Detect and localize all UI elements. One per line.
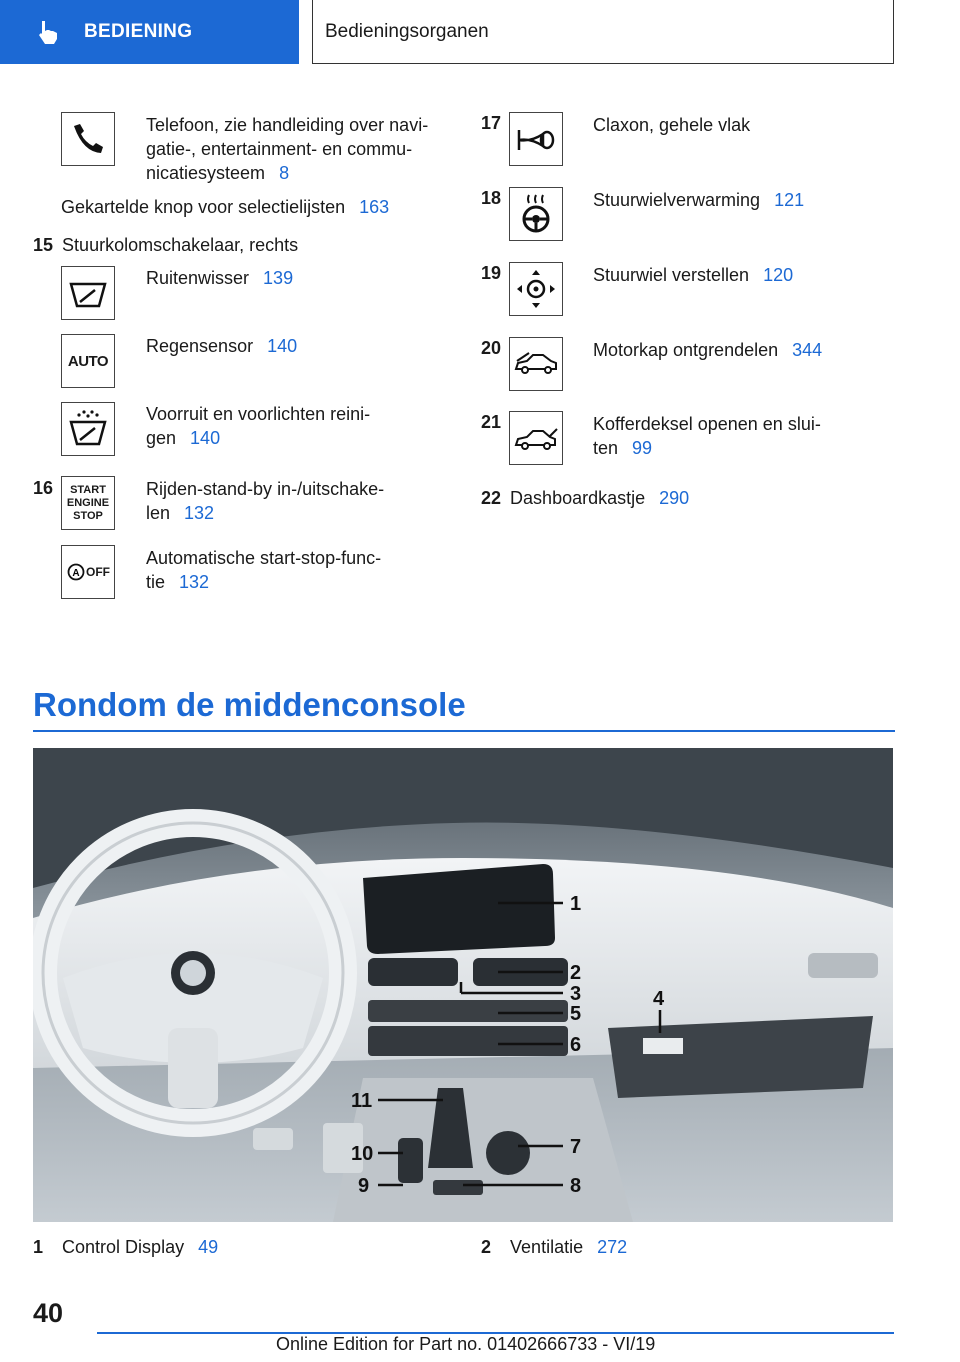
- page-ref-link[interactable]: 132: [179, 572, 210, 592]
- washer-icon-box: [61, 402, 115, 456]
- item-15-row: 15 Stuurkolomschakelaar, rechts: [33, 235, 299, 255]
- item-19-number: 19: [481, 263, 502, 283]
- auto-start-stop-icon-box: [61, 545, 115, 599]
- callout-4: 4: [653, 988, 665, 1010]
- page-ref-link[interactable]: 272: [597, 1237, 628, 1257]
- horn-icon-box: [509, 112, 563, 166]
- hood-release-description: Motorkap ontgrendelen 344: [593, 340, 823, 360]
- caption-1: 1 Control Display 49: [33, 1237, 219, 1257]
- steering-adjust-description: Stuurwiel verstellen 120: [593, 265, 794, 285]
- steering-adjust-icon: [513, 266, 559, 312]
- page-ref-link[interactable]: 344: [792, 340, 823, 360]
- wiper-description: Ruitenwisser 139: [146, 268, 294, 288]
- page-ref-link[interactable]: 140: [190, 428, 221, 448]
- page-number: 40: [33, 1298, 64, 1328]
- page-ref-link[interactable]: 290: [659, 488, 690, 508]
- chapter-label: BEDIENING: [84, 21, 193, 42]
- phone-icon-box: [61, 112, 115, 166]
- callout-8: 8: [570, 1175, 582, 1197]
- phone-description: Telefoon, zie handleiding over navi- gatie-, entertainment- en commu- nicatiesysteem 8: [146, 115, 429, 183]
- section-divider: [33, 730, 895, 732]
- auto-icon: AUTO: [67, 352, 109, 370]
- trunk-icon: [513, 415, 559, 461]
- wiper-icon: [65, 270, 111, 316]
- start-stop-icon-box: [61, 476, 115, 530]
- callout-6: 6: [570, 1034, 582, 1056]
- item-16-number: 16: [33, 478, 54, 498]
- section-header: [312, 0, 894, 64]
- item-20-number: 20: [481, 338, 502, 358]
- callout-9: 9: [358, 1175, 370, 1197]
- steering-heat-description: Stuurwielverwarming 121: [593, 190, 805, 210]
- callout-10: 10: [351, 1143, 374, 1165]
- callout-7: 7: [570, 1136, 582, 1158]
- steering-adjust-icon-box: [509, 262, 563, 316]
- chapter-tab[interactable]: [0, 0, 299, 64]
- hood-release-icon: [513, 341, 559, 387]
- rain-sensor-description: Regensensor 140: [146, 336, 298, 356]
- auto-start-stop-description: Automatische start-stop-func- tie 132: [146, 548, 382, 592]
- page-ref-link[interactable]: 99: [632, 438, 653, 458]
- horn-description: Claxon, gehele vlak: [593, 115, 751, 135]
- washer-description: Voorruit en voorlichten reini- gen 140: [146, 404, 371, 448]
- section-title: Rondom de middenconsole: [33, 686, 466, 723]
- page-ref-link[interactable]: 49: [198, 1237, 219, 1257]
- item-17-number: 17: [481, 113, 502, 133]
- knurled-knob-row: Gekartelde knop voor selectielijsten 163: [61, 197, 390, 217]
- footer-edition: Online Edition for Part no. 01402666733 - VI/19: [276, 1334, 656, 1354]
- auto-start-stop-off-icon: A OFF: [66, 562, 110, 582]
- steering-heat-icon-box: [509, 187, 563, 241]
- item-22-row: 22 Dashboardkastje 290: [481, 488, 690, 508]
- callout-5: 5: [570, 1003, 582, 1025]
- page-ref-link[interactable]: 120: [763, 265, 794, 285]
- page-ref-link[interactable]: 121: [774, 190, 805, 210]
- page-ref-link[interactable]: 8: [279, 163, 290, 183]
- callout-2: 2: [570, 962, 582, 984]
- section-label: Bedieningsorganen: [325, 20, 489, 42]
- phone-icon: [65, 116, 111, 162]
- page-ref-link[interactable]: 140: [267, 336, 298, 356]
- rain-sensor-icon-box: [61, 334, 115, 388]
- svg-text:A: A: [72, 568, 80, 579]
- trunk-icon-box: [509, 411, 563, 465]
- start-engine-stop-icon: START ENGINE STOP: [66, 483, 110, 522]
- horn-icon: [513, 116, 559, 162]
- steering-heat-icon: [513, 191, 559, 237]
- item-21-number: 21: [481, 412, 502, 432]
- callout-11: 11: [351, 1090, 373, 1112]
- hood-release-icon-box: [509, 337, 563, 391]
- trunk-description: Kofferdeksel openen en slui- ten 99: [593, 414, 821, 458]
- wiper-icon-box: [61, 266, 115, 320]
- callout-1: 1: [570, 893, 582, 915]
- page-ref-link[interactable]: 132: [184, 503, 215, 523]
- hand-pointer-icon: [36, 19, 62, 45]
- page-ref-link[interactable]: 139: [263, 268, 294, 288]
- page-ref-link[interactable]: 163: [359, 197, 390, 217]
- ready-description: Rijden-stand-by in-/uitschake- len 132: [146, 479, 385, 523]
- item-18-number: 18: [481, 188, 502, 208]
- caption-2: 2 Ventilatie 272: [481, 1237, 628, 1257]
- callout-3: 3: [570, 983, 582, 1005]
- center-console-illustration: [33, 748, 893, 1222]
- washer-icon: [65, 406, 111, 452]
